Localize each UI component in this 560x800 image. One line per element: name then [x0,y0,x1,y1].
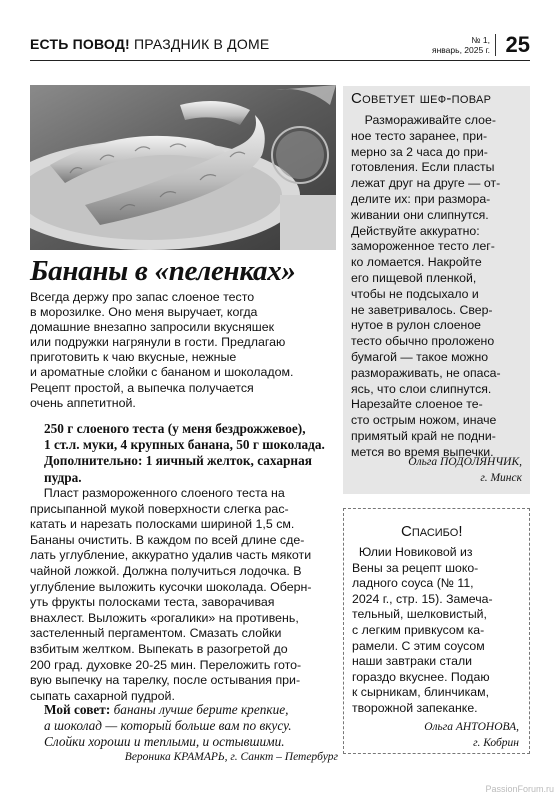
chef-box-body [351,113,526,461]
site-watermark: PassionForum.ru [485,784,554,794]
header-rule [30,60,530,61]
ingredients [44,421,340,486]
thanks-line: ладного соуса (№ 11, [352,576,474,591]
chef-line: делите их: при размора- [351,191,491,206]
recipe-method [30,486,334,704]
issue-date: январь, 2025 г. [431,45,490,55]
article-author: Вероника КРАМАРЬ, г. Санкт – Петербург [124,751,338,763]
thanks-box-body [352,545,522,717]
intro-line: очень аппетитной. [30,395,136,410]
page-number: 25 [505,32,530,57]
thanks-line: тельный, шелковистый, [352,607,487,622]
chef-line: его пищевой пленкой, [351,270,477,285]
thanks-line: творожной запеканке. [352,700,478,715]
method-line: взбитым желтком. Выпекать в разогретой до [30,641,288,656]
advice [44,702,340,751]
chef-line: примятый край не подни- [351,428,496,443]
intro-line: приготовить к чаю вкусные, нежные [30,350,237,365]
chef-line: ясь, что слои слипнутся. [351,381,492,396]
chef-line: сто острым ножом, иначе [351,413,497,428]
method-line: внахлест. Выложить «рогалики» на противень, [30,610,299,625]
ingredients-line: 250 г слоеного теста (у меня бездрожжевое), [44,421,306,436]
chef-author: Ольга ПОДОЛЯНЧИК, [408,456,522,468]
ingredients-line: пудра. [44,469,82,485]
intro-line: и ароматные слойки с бананом и шоколадом. [30,365,294,380]
banana-pastry-photo [30,85,336,250]
issue-info [432,35,490,55]
chef-signature [408,454,522,486]
chef-line: Нарезайте слоеное те- [351,397,483,412]
chef-line: ное тесто заранее, при- [351,128,488,143]
advice-line: а шоколад — который больше вам по вкусу. [44,718,292,734]
method-line: углубление выложить кусочки шоколада. Оберн- [30,579,312,594]
thanks-author: Ольга АНТОНОВА, [424,721,519,733]
method-line: чайной ложкой. Должна получиться лодочка. В [30,563,302,578]
chef-line: тесто обычно проложено [351,334,495,349]
chef-line: Размораживайте слое- [351,113,496,127]
method-line: Пласт размороженного слоеного теста на [30,486,285,500]
thanks-box [343,508,530,754]
chef-line: нутое в рулон слоеное [351,318,482,333]
intro-line: Рецепт простой, а выпечка получается [30,380,254,395]
thanks-line: к сырникам, блинчикам, [352,685,490,700]
article-intro [30,290,340,411]
thanks-line: 2024 г., стр. 15). Замеча- [352,591,493,606]
thanks-line: наши завтраки стали [352,654,473,669]
thanks-line: Юлии Новиковой из [352,545,473,559]
thanks-line: с легким привкусом ка- [352,622,485,637]
method-line: застеленный пергаментом. Смазать слойки [30,626,282,641]
chef-city: г. Минск [480,472,522,484]
method-line: вую выпечку на тарелку, после остывания при- [30,673,301,688]
section-title [30,36,269,52]
method-line: катать и нарезать полосками шириной 1,5 см. [30,517,295,532]
thanks-line: гораздо вкуснее. Подаю [352,669,490,684]
chef-line: ко ломается. Накройте [351,255,482,270]
method-line: уть фрукты полосками теста, заворачивая [30,595,275,610]
thanks-city: г. Кобрин [473,737,519,749]
intro-line: в морозилке. Оно меня выручает, когда [30,305,258,320]
thanks-line: рамели. С этим соусом [352,638,485,653]
method-line: сыпать сахарной пудрой. [30,688,175,703]
method-line: присыпанной мукой поверхности слегка рас- [30,501,289,516]
method-line: 200 град. духовке 20-25 мин. Переложить гото- [30,657,302,672]
chef-line: бумагой — такое можно [351,349,489,364]
chef-line: мется во время выпечки. [351,444,494,459]
ingredients-line: 1 ст.л. муки, 4 крупных банана, 50 г шоколада. [44,437,325,453]
advice-line: Слойки хороши и теплыми, и остывшими. [44,734,285,750]
chef-line: мерно за 2 часа до при- [351,144,488,159]
chef-line: готовления. Если пласты [351,160,495,175]
chef-line: живании они слипнутся. [351,207,489,222]
chef-line: лежат друг на друге — от- [351,176,501,191]
advice-label: Мой совет: [44,702,111,717]
intro-line: Всегда держу про запас слоеное тесто [30,290,255,304]
advice-line [44,702,340,718]
chef-line: чтобы не подсыхало и [351,286,479,301]
page-header [30,32,530,62]
intro-line: или подружки нагрянули в гости. Предлагаю [30,335,286,350]
chef-line: Действуйте аккуратно: [351,223,480,238]
header-separator [495,34,496,56]
thanks-signature [424,719,519,751]
chef-line: замороженное тесто лег- [351,239,495,254]
subsection-name: ПРАЗДНИК В ДОМЕ [133,36,270,52]
chef-advice-box [343,86,530,494]
thanks-box-title: Спасибо! [401,523,463,540]
issue-number: № 1, [471,35,490,45]
advice-text: бананы лучше берите крепкие, [110,702,289,717]
chef-line: размораживать, не опаса- [351,365,501,380]
chef-line: не заветривалось. Свер- [351,302,493,317]
method-line: лать углубление, аккуратно удалив часть мякоти [30,548,312,563]
article-title: Бананы в «пеленках» [30,255,296,287]
thanks-line: Вены за рецепт шоко- [352,560,479,575]
method-line: Бананы очистить. В каждом по всей длине сде- [30,532,305,547]
chef-box-title: Советует шеф-повар [351,90,492,107]
ingredients-line: Дополнительно: 1 яичный желток, сахарная [44,453,312,469]
intro-line: домашние внезапно запросили вкусняшек [30,320,275,335]
section-name: ЕСТЬ ПОВОД! [30,36,130,52]
